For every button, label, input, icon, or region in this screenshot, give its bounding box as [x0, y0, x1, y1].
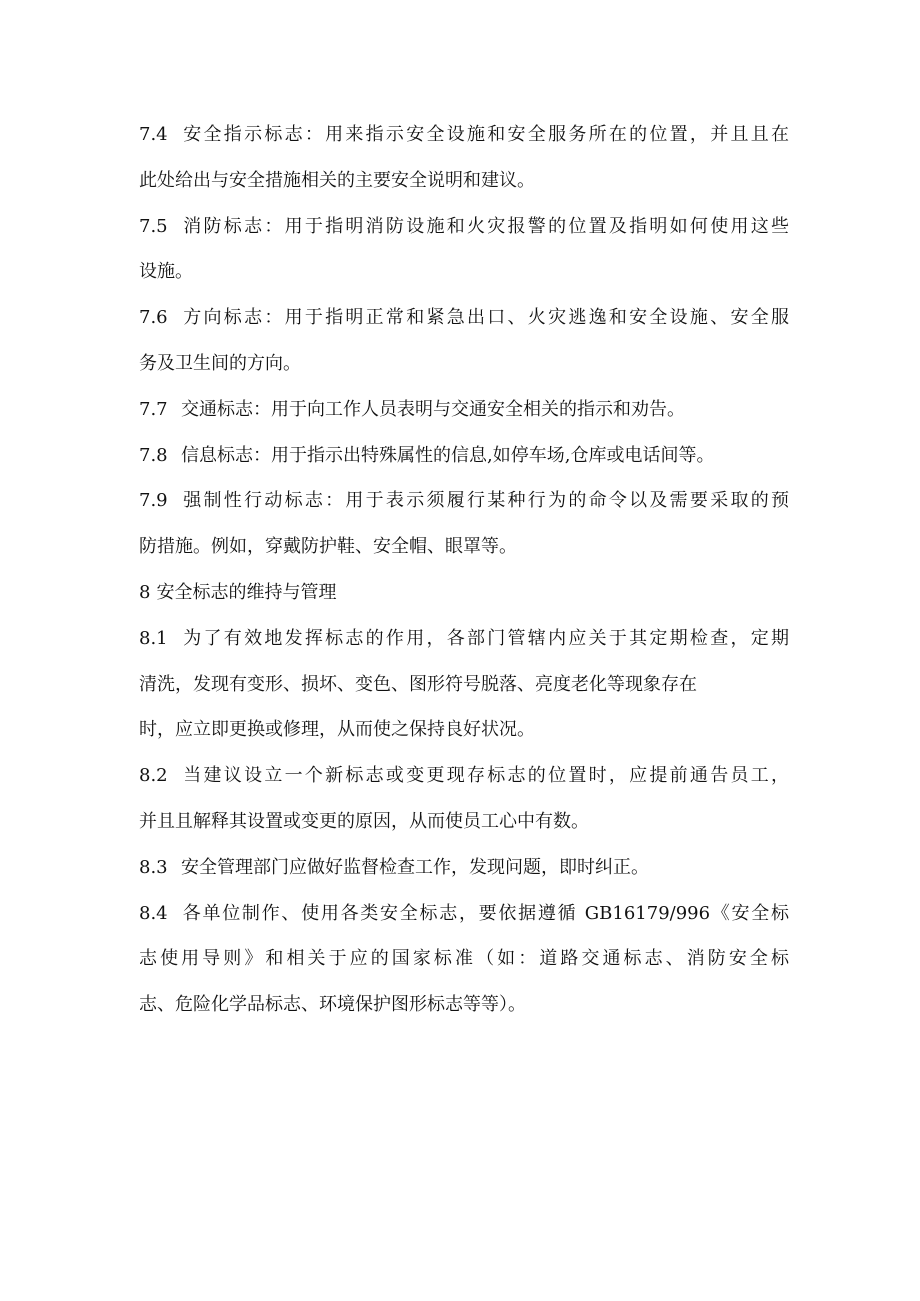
clause-number: 7.4 [139, 124, 168, 145]
text-line [139, 433, 789, 479]
clause-text: 各单位制作、使用各类安全标志，要依据遵循 GB16179/996《安全标 [181, 902, 789, 924]
text-line [139, 387, 789, 433]
clause-number: 7.5 [139, 215, 168, 237]
text-line [139, 891, 789, 937]
text-line [139, 478, 789, 524]
clause-number: 8 [139, 581, 151, 603]
text-line [139, 249, 789, 295]
clause-text: 消防标志：用于指明消防设施和火灾报警的位置及指明如何使用这些 [181, 215, 789, 237]
clause-text: 强制性行动标志：用于表示须履行某种行为的命令以及需要采取的预 [181, 490, 789, 512]
clause-text: 务及卫生间的方向。 [139, 352, 301, 374]
clause-text: 设施。 [139, 261, 193, 283]
clause-number: 8.4 [139, 902, 168, 924]
clause-text: 交通标志：用于向工作人员表明与交通安全相关的指示和劝告。 [181, 398, 685, 420]
text-line [139, 204, 789, 250]
text-line [139, 295, 789, 341]
clause-text: 志、危险化学品标志、环境保护图形标志等等）。 [139, 994, 526, 1016]
clause-text: 防措施。例如，穿戴防护鞋、安全帽、眼罩等。 [139, 536, 517, 558]
clause-number: 7.8 [139, 444, 168, 466]
clause-text: 此处给出与安全措施相关的主要安全说明和建议。 [139, 169, 535, 191]
document-page [139, 112, 789, 1028]
clause-number: 7.7 [139, 398, 168, 420]
clause-text: 方向标志：用于指明正常和紧急出口、火灾逃逸和安全设施、安全服 [181, 307, 789, 329]
text-line [139, 616, 789, 662]
text-line [139, 936, 789, 982]
clause-text: 当建议设立一个新标志或变更现存标志的位置时，应提前通告员工， [181, 765, 789, 787]
text-line [139, 707, 789, 753]
clause-text: 信息标志：用于指示出特殊属性的信息,如停车场,仓库或电话间等。 [181, 444, 715, 466]
clause-text: 安全管理部门应做好监督检查工作，发现问题，即时纠正。 [181, 856, 649, 878]
text-line [139, 341, 789, 387]
section-heading [139, 570, 789, 616]
clause-number: 8.3 [139, 856, 168, 878]
clause-text: 并且且解释其设置或变更的原因，从而使员工心中有数。 [139, 810, 589, 832]
text-line [139, 524, 789, 570]
clause-text: 安全指示标志：用来指示安全设施和安全服务所在的位置，并且且在 [181, 124, 789, 145]
clause-text: 为了有效地发挥标志的作用，各部门管辖内应关于其定期检查，定期 [181, 627, 789, 649]
clause-text: 清洗，发现有变形、损坏、变色、图形符号脱落、亮度老化等现象存在 [139, 673, 697, 695]
text-line [139, 982, 789, 1028]
clause-text: 安全标志的维持与管理 [156, 581, 337, 603]
text-line [139, 799, 789, 845]
clause-number: 7.9 [139, 490, 168, 512]
clause-number: 8.1 [139, 627, 168, 649]
text-line [139, 662, 789, 708]
text-line [139, 158, 789, 204]
clause-number: 8.2 [139, 765, 168, 787]
text-line [139, 845, 789, 891]
clause-number: 7.6 [139, 307, 168, 329]
clause-text: 志使用导则》和相关于应的国家标准（如：道路交通标志、消防安全标 [139, 948, 789, 970]
text-line [139, 112, 789, 158]
text-line [139, 753, 789, 799]
clause-text: 时，应立即更换或修理，从而使之保持良好状况。 [139, 719, 535, 741]
